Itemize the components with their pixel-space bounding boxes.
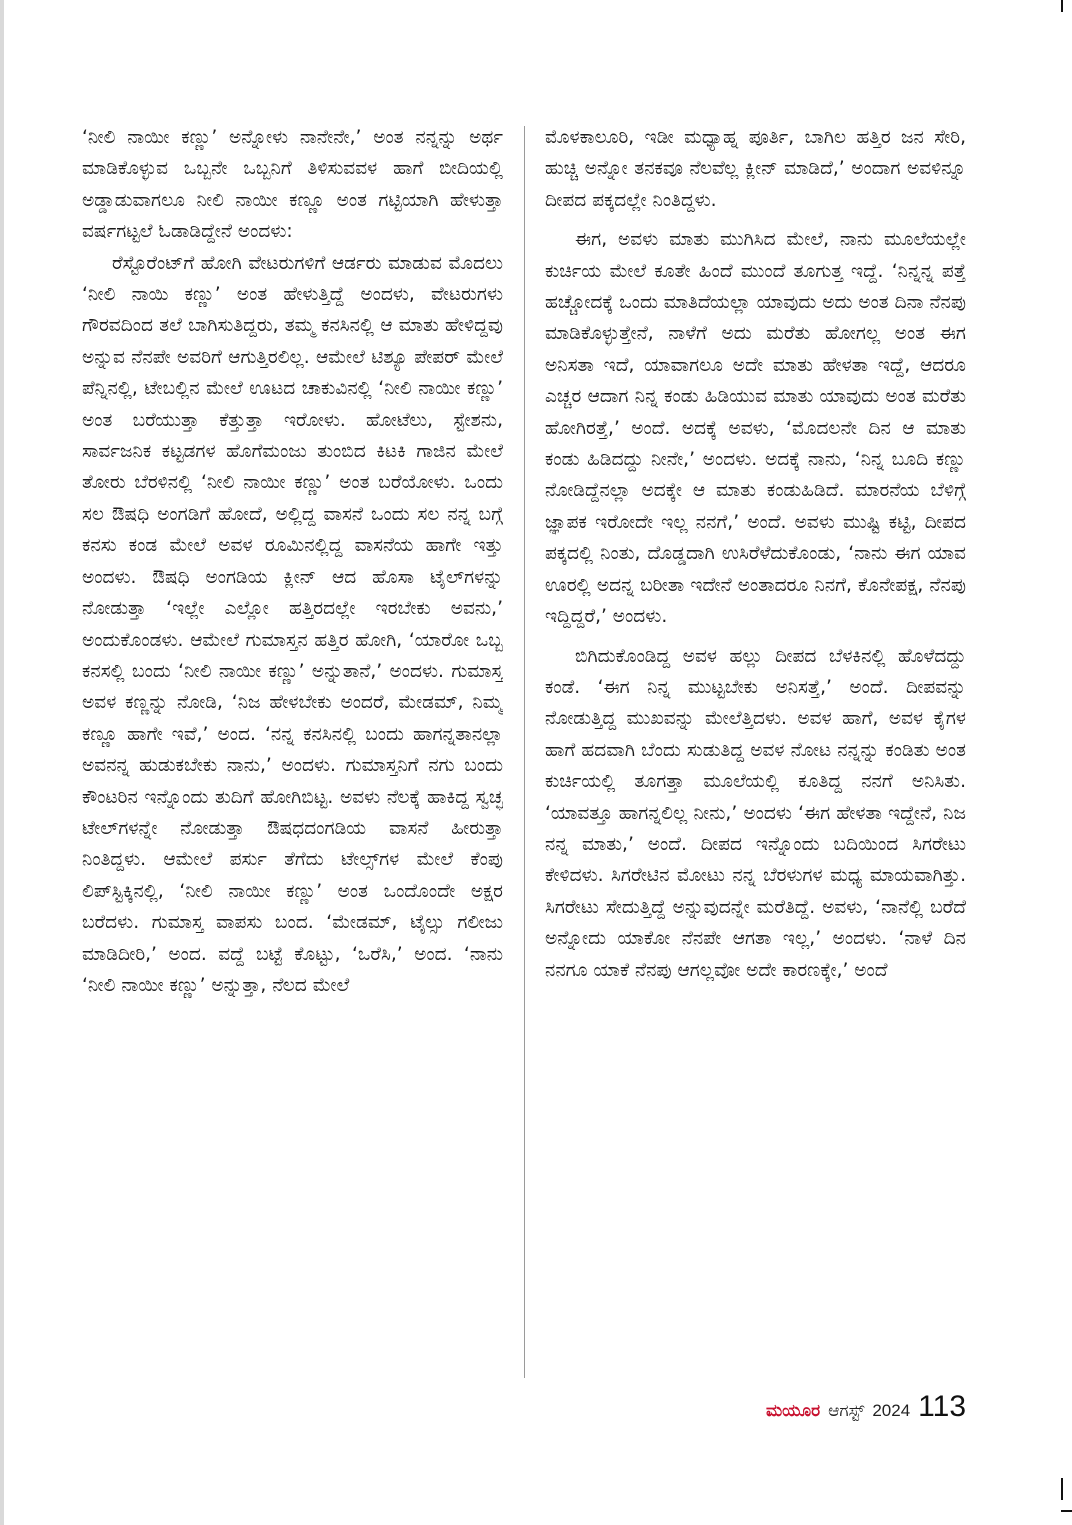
crop-mark-bottom-right (1061, 1478, 1063, 1500)
crop-mark-top-right (1061, 0, 1063, 12)
paragraph: ಬಿಗಿದುಕೊಂಡಿದ್ದ ಅವಳ ಹಲ್ಲು ದೀಪದ ಬೆಳಕಿನಲ್ಲಿ ಹೊಳೆದದ್ದು ಕಂಡೆ. ‘ಈಗ ನಿನ್ನ ಮುಟ್ಟಬೇಕು ಅನಿಸತ್ತೆ,’ ಅಂದೆ. ದೀಪವನ್ನು ನೋಡುತ್ತಿದ್ದ ಮುಖವನ್ನು ಮೇಲೆತ್ತಿದಳು. ಅವಳ ಹಾಗೆ, ಅವಳ ಕೈಗಳ ಹಾಗೆ ಹದವಾಗಿ ಬೆಂದು ಸುಡುತಿದ್ದ ಅವಳ ನೋಟ ನನ್ನನ್ನು ಕಂಡಿತು ಅಂತ ಕುರ್ಚಿಯಲ್ಲಿ ತೂಗತ್ತಾ ಮೂಲೆಯಲ್ಲಿ ಕೂತಿದ್ದ ನನಗೆ ಅನಿಸಿತು. ‘ಯಾವತ್ತೂ ಹಾಗನ್ನಲಿಲ್ಲ ನೀನು,’ ಅಂದಳು ‘ಈಗ ಹೇಳತಾ ಇದ್ದೇನೆ, ನಿಜ ನನ್ನ ಮಾತು,’ ಅಂದೆ. ದೀಪದ ಇನ್ನೊಂದು ಬದಿಯಿಂದ ಸಿಗರೇಟು ಕೇಳಿದಳು. ಸಿಗರೇಟಿನ ಮೋಟು ನನ್ನ ಬೆರಳುಗಳ ಮಧ್ಯ ಮಾಯವಾಗಿತ್ತು. ಸಿಗರೇಟು ಸೇದುತ್ತಿದ್ದೆ ಅನ್ನುವುದನ್ನೇ ಮರೆತಿದ್ದೆ. ಅವಳು, ‘ನಾನೆಲ್ಲಿ ಬರೆದೆ ಅನ್ನೋದು ಯಾಕೋ ನೆನಪೇ ಆಗತಾ ಇಲ್ಲ,’ ಅಂದಳು. ‘ನಾಳೆ ದಿನ ನನಗೂ ಯಾಕೆ ನೆನಪು ಆಗಲ್ಲವೋ ಅದೇ ಕಾರಣಕ್ಕೇ,’ ಅಂದೆ (545, 645, 966, 981)
page-edge (0, 0, 4, 1525)
page-number: 113 (918, 1390, 966, 1423)
magazine-logo: ಮಯೂರ (765, 1401, 821, 1421)
paragraph: ಈಗ, ಅವಳು ಮಾತು ಮುಗಿಸಿದ ಮೇಲೆ, ನಾನು ಮೂಲೆಯಲ್ಲೇ ಕುರ್ಚಿಯ ಮೇಲೆ ಕೂತೇ ಹಿಂದೆ ಮುಂದೆ ತೂಗುತ್ತ ಇದ್ದೆ. ‘ನಿನ್ನನ್ನ ಪತ್ತೆ ಹಚ್ಚೋದಕ್ಕೆ ಒಂದು ಮಾತಿದೆಯಲ್ಲಾ ಯಾವುದು ಅದು ಅಂತ ದಿನಾ ನೆನಪು ಮಾಡಿಕೊಳ್ಳುತ್ತೇನೆ, ನಾಳೆಗೆ ಅದು ಮರೆತು ಹೋಗಲ್ಲ ಅಂತ ಈಗ ಅನಿಸತಾ ಇದೆ, ಯಾವಾಗಲೂ ಅದೇ ಮಾತು ಹೇಳತಾ ಇದ್ದೆ, ಆದರೂ ಎಚ್ಚರ ಆದಾಗ ನಿನ್ನ ಕಂಡು ಹಿಡಿಯುವ ಮಾತು ಯಾವುದು ಅಂತ ಮರೆತು ಹೋಗಿರತ್ತೆ,’ ಅಂದೆ. ಅದಕ್ಕೆ ಅವಳು, ‘ಮೊದಲನೇ ದಿನ ಆ ಮಾತು ಕಂಡು ಹಿಡಿದದ್ದು ನೀನೇ,’ ಅಂದಳು. ಅದಕ್ಕೆ ನಾನು, ‘ನಿನ್ನ ಬೂದಿ ಕಣ್ಣು ನೋಡಿದ್ದೆನಲ್ಲಾ ಅದಕ್ಕೇ ಆ ಮಾತು ಕಂಡುಹಿಡಿದೆ. ಮಾರನೆಯ ಬೆಳಿಗ್ಗೆ ಜ್ಞಾಪಕ ಇರೋದೇ ಇಲ್ಲ ನನಗೆ,’ ಅಂದೆ. ಅವಳು ಮುಷ್ಟಿ ಕಟ್ಟಿ, ದೀಪದ ಪಕ್ಕದಲ್ಲಿ ನಿಂತು, ದೊಡ್ಡದಾಗಿ ಉಸಿರೆಳೆದುಕೊಂಡು, ‘ನಾನು ಈಗ ಯಾವ ಊರಲ್ಲಿ ಅದನ್ನ ಬರೀತಾ ಇದೇನೆ ಅಂತಾದರೂ ನಿನಗೆ, ಕೊನೇಪಕ್ಷ, ನೆನಪು ಇದ್ದಿದ್ದರೆ,’ ಅಂದಳು. (545, 229, 966, 628)
column-divider (524, 126, 525, 1378)
page-footer (706, 1390, 966, 1430)
paragraph: ರೆಸ್ಟೊರೆಂಟ್‌ಗೆ ಹೋಗಿ ವೇಟರುಗಳಿಗೆ ಆರ್ಡರು ಮಾಡುವ ಮೊದಲು ‘ನೀಲಿ ನಾಯಿ ಕಣ್ಣು’ ಅಂತ ಹೇಳುತ್ತಿದ್ದೆ ಅಂದಳು, ವೇಟರುಗಳು ಗೌರವದಿಂದ ತಲೆ ಬಾಗಿಸುತಿದ್ದರು, ತಮ್ಮ ಕನಸಿನಲ್ಲಿ ಆ ಮಾತು ಹೇಳಿದ್ದವು ಅನ್ನುವ ನೆನಪೇ ಅವರಿಗೆ ಆಗುತ್ತಿರಲಿಲ್ಲ. ಆಮೇಲೆ ಟಿಶ್ಯೂ ಪೇಪರ್ ಮೇಲೆ ಪೆನ್ನಿನಲ್ಲಿ, ಟೇಬಲ್ಲಿನ ಮೇಲೆ ಊಟದ ಚಾಕುವಿನಲ್ಲಿ ‘ನೀಲಿ ನಾಯೀ ಕಣ್ಣು’ ಅಂತ ಬರೆಯುತ್ತಾ ಕೆತ್ತುತ್ತಾ ಇರೋಳು. ಹೋಟೆಲು, ಸ್ಟೇಶನು, ಸಾರ್ವಜನಿಕ ಕಟ್ಟಡಗಳ ಹೊಗೆಮಂಜು ತುಂಬಿದ ಕಿಟಕಿ ಗಾಜಿನ ಮೇಲೆ ತೋರು ಬೆರಳಿನಲ್ಲಿ ‘ನೀಲಿ ನಾಯೀ ಕಣ್ಣು’ ಅಂತ ಬರೆಯೋಳು. ಒಂದು ಸಲ ಔಷಧಿ ಅಂಗಡಿಗೆ ಹೋದೆ, ಅಲ್ಲಿದ್ದ ವಾಸನೆ ಒಂದು ಸಲ ನನ್ನ ಬಗ್ಗೆ ಕನಸು ಕಂಡ ಮೇಲೆ ಅವಳ ರೂಮಿನಲ್ಲಿದ್ದ ವಾಸನೆಯ ಹಾಗೇ ಇತ್ತು ಅಂದಳು. ಔಷಧಿ ಅಂಗಡಿಯ ಕ್ಲೀನ್ ಆದ ಹೊಸಾ ಟೈಲ್‌ಗಳನ್ನು ನೋಡುತ್ತಾ ‘ಇಲ್ಲೇ ಎಲ್ಲೋ ಹತ್ತಿರದಲ್ಲೇ ಇರಬೇಕು ಅವನು,’ ಅಂದುಕೊಂಡಳು. ಆಮೇಲೆ ಗುಮಾಸ್ತನ ಹತ್ತಿರ ಹೋಗಿ, ‘ಯಾರೋ ಒಬ್ಬ ಕನಸಲ್ಲಿ ಬಂದು ‘ನೀಲಿ ನಾಯೀ ಕಣ್ಣು’ ಅನ್ನುತಾನೆ,’ ಅಂದಳು. ಗುಮಾಸ್ತ ಅವಳ ಕಣ್ಣನ್ನು ನೋಡಿ, ‘ನಿಜ ಹೇಳಬೇಕು ಅಂದರೆ, ಮೇಡಮ್, ನಿಮ್ಮ ಕಣ್ಣೂ ಹಾಗೇ ಇವೆ,’ ಅಂದ. ‘ನನ್ನ ಕನಸಿನಲ್ಲಿ ಬಂದು ಹಾಗನ್ನತಾನಲ್ಲಾ ಅವನನ್ನ ಹುಡುಕಬೇಕು ನಾನು,’ ಅಂದಳು. ಗುಮಾಸ್ತನಿಗೆ ನಗು ಬಂದು ಕೌಂಟರಿನ ಇನ್ನೊಂದು ತುದಿಗೆ ಹೋಗಿಬಿಟ್ಟ. ಅವಳು ನೆಲಕ್ಕೆ ಹಾಕಿದ್ದ ಸ್ವಚ್ಛ ಟೇಲ್‌ಗಳನ್ನೇ ನೋಡುತ್ತಾ ಔಷಧದಂಗಡಿಯ ವಾಸನೆ ಹೀರುತ್ತಾ ನಿಂತಿದ್ದಳು. ಆಮೇಲೆ ಪರ್ಸು ತೆಗೆದು ಟೇಲ್ಸ್‌ಗಳ ಮೇಲೆ ಕೆಂಪು ಲಿಪ್‌ಸ್ಟಿಕ್ಕಿನಲ್ಲಿ, ‘ನೀಲಿ ನಾಯೀ ಕಣ್ಣು’ ಅಂತ ಒಂದೊಂದೇ ಅಕ್ಷರ ಬರೆದಳು. ಗುಮಾಸ್ತ ವಾಪಸು ಬಂದ. ‘ಮೇಡಮ್, ಟೈಲ್ಸು ಗಲೀಜು ಮಾಡಿದೀರಿ,’ ಅಂದ. ವದ್ದೆ ಬಟ್ಟೆ ಕೊಟ್ಟು, ‘ಒರೆಸಿ,’ ಅಂದ. ‘ನಾನು ‘ನೀಲಿ ನಾಯೀ ಕಣ್ಣು’ ಅನ್ನುತ್ತಾ, ನೆಲದ ಮೇಲೆ (82, 252, 503, 996)
issue-year: 2024 (872, 1401, 911, 1420)
issue-month: ಆಗಸ್ಟ್ (828, 1401, 865, 1421)
right-column (545, 122, 966, 1382)
crop-mark-bottom-horizontal (1061, 1510, 1072, 1512)
left-column (82, 122, 503, 1382)
paragraph: ‘ನೀಲಿ ನಾಯೀ ಕಣ್ಣು’ ಅನ್ನೋಳು ನಾನೇನೇ,’ ಅಂತ ನನ್ನನ್ನು ಅರ್ಥ ಮಾಡಿಕೊಳ್ಳುವ ಒಬ್ಬನೇ ಒಬ್ಬನಿಗೆ ತಿಳಿಸುವವಳ ಹಾಗೆ ಬೀದಿಯಲ್ಲಿ ಅಡ್ಡಾಡುವಾಗಲೂ ನೀಲಿ ನಾಯೀ ಕಣ್ಣೂ ಅಂತ ಗಟ್ಟಿಯಾಗಿ ಹೇಳುತ್ತಾ ವರ್ಷಗಟ್ಟಲೆ ಓಡಾಡಿದ್ದೇನೆ ಅಂದಳು: (82, 127, 503, 243)
article-body (82, 122, 966, 1382)
paragraph: ಮೊಳಕಾಲೂರಿ, ಇಡೀ ಮಧ್ಯಾಹ್ನ ಪೂರ್ತಿ, ಬಾಗಿಲ ಹತ್ತಿರ ಜನ ಸೇರಿ, ಹುಚ್ಚಿ ಅನ್ನೋ ತನಕವೂ ನೆಲವೆಲ್ಲ ಕ್ಲೀನ್ ಮಾಡಿದೆ,’ ಅಂದಾಗ ಅವಳಿನ್ನೂ ದೀಪದ ಪಕ್ಕದಲ್ಲೇ ನಿಂತಿದ್ದಳು. (545, 127, 966, 211)
